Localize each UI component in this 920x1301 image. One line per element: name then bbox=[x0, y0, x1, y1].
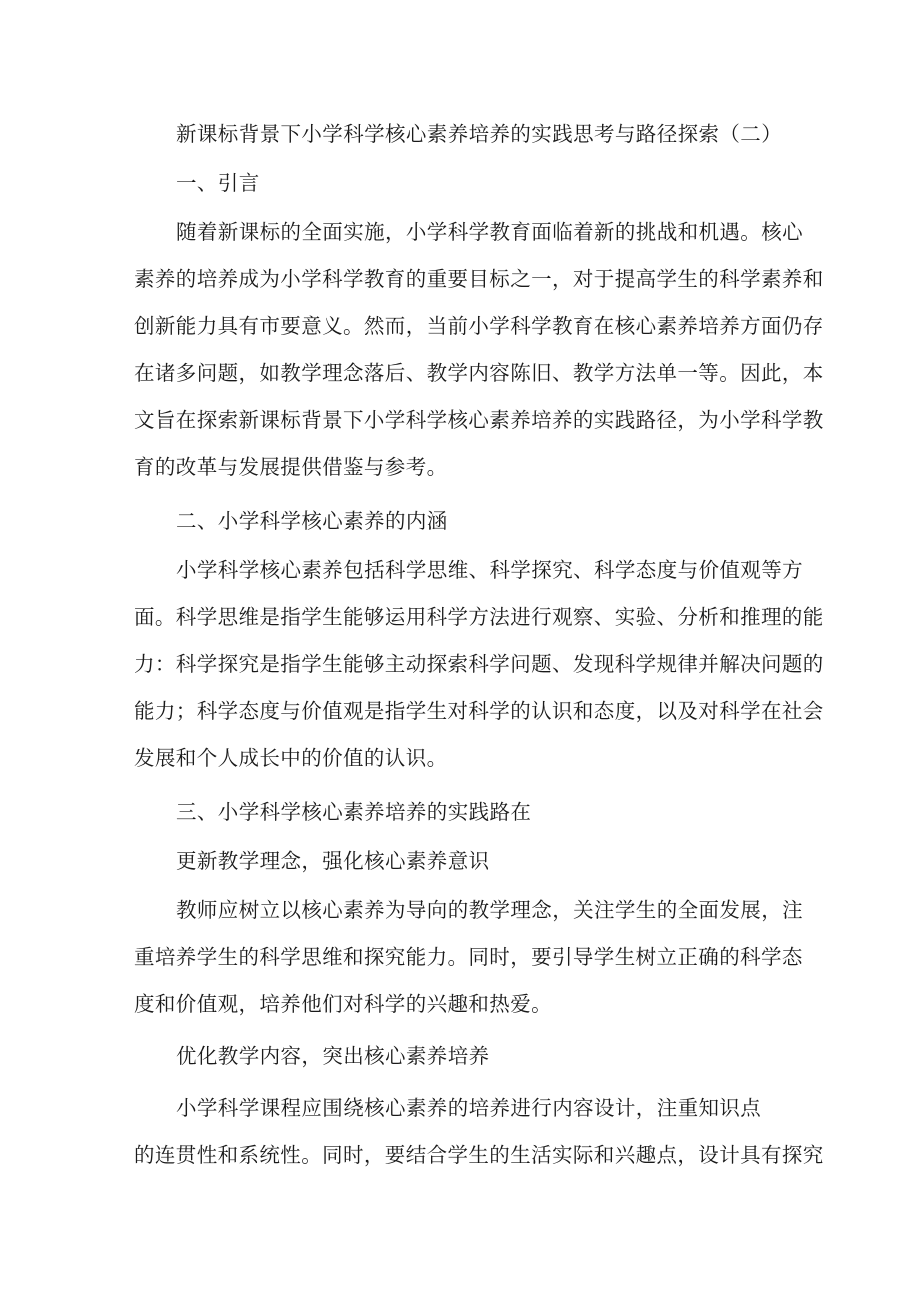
paragraph-line: 在诸多问题，如教学理念落后、教学内容陈旧、教学方法单一等。因此，本 bbox=[134, 361, 824, 385]
paragraph-line: 度和价值观，培养他们对科学的兴趣和热爱。 bbox=[134, 992, 552, 1016]
paragraph-line: 的连贯性和系统性。同时，要结合学生的生活实际和兴趣点，设计具有探究 bbox=[134, 1143, 824, 1167]
paragraph-line: 创新能力具有市要意义。然而，当前小学科学教育在核心素养培养方面仍存 bbox=[134, 314, 824, 338]
section-heading-intro: 一、引言 bbox=[176, 171, 260, 195]
paragraph-line: 素养的培养成为小学科学教育的重要目标之一，对于提高学生的科学素养和 bbox=[134, 267, 824, 291]
paragraph-line: 随着新课标的全面实施，小学科学教育面临着新的挑战和机遇。核心 bbox=[176, 220, 803, 244]
subsection-heading: 优化教学内容，突出核心素养培养 bbox=[176, 1044, 490, 1068]
paragraph-line: 发展和个人成长中的价值的认识。 bbox=[134, 746, 448, 770]
document-title: 新课标背景下小学科学核心素养培养的实践思考与路径探索（二） bbox=[176, 122, 783, 146]
section-heading-practice: 三、小学科学核心素养培养的实践路在 bbox=[176, 800, 532, 824]
paragraph-line: 面。科学思维是指学生能够运用科学方法进行观察、实验、分析和推理的能 bbox=[134, 605, 824, 629]
paragraph-line: 育的改革与发展提供借鉴与参考。 bbox=[134, 455, 448, 479]
paragraph-line: 小学科学课程应围绕核心素养的培养进行内容设计，注重知识点 bbox=[176, 1096, 762, 1120]
paragraph-line: 教师应树立以核心素养为导向的教学理念，关注学生的全面发展，注 bbox=[176, 898, 803, 922]
paragraph-line: 力：科学探究是指学生能够主动探索科学问题、发现科学规律并解决问题的 bbox=[134, 652, 824, 676]
subsection-heading: 更新教学理念，强化核心素养意识 bbox=[176, 849, 490, 873]
paragraph-line: 重培养学生的科学思维和探究能力。同时，要引导学生树立正确的科学态 bbox=[134, 945, 803, 969]
paragraph-line: 文旨在探索新课标背景下小学科学核心素养培养的实践路径，为小学科学教 bbox=[134, 408, 824, 432]
paragraph-line: 小学科学核心素养包括科学思维、科学探究、科学态度与价值观等方 bbox=[176, 558, 803, 582]
section-heading-connotation: 二、小学科学核心素养的内涵 bbox=[176, 509, 448, 533]
paragraph-line: 能力；科学态度与价值观是指学生对科学的认识和态度，以及对科学在社会 bbox=[134, 699, 824, 723]
